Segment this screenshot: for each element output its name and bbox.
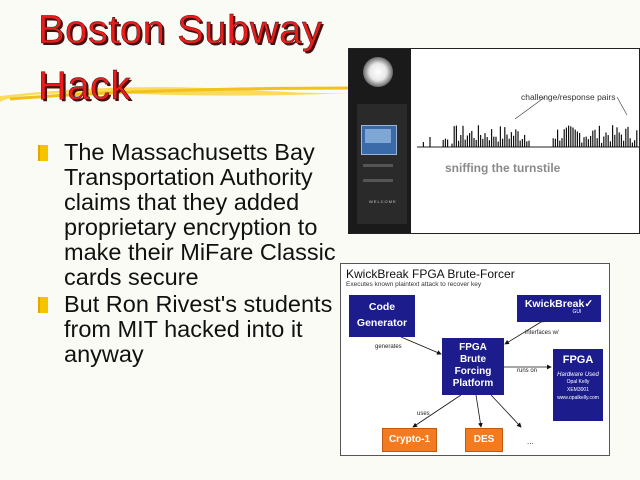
fpga-hardware-box: FPGA Hardware Used Opal Kelly XEM3001 www.opalkelly.com — [553, 349, 603, 421]
bullet-text: But Ron Rivest's students from MIT hacked into it anyway — [64, 291, 333, 367]
bullet-marker-icon — [38, 145, 48, 161]
kwickbreak-gui-box: KwickBreak✓ GUI — [517, 295, 601, 322]
slide-title-line2: Hack — [38, 64, 132, 108]
turnstile-image — [349, 49, 411, 234]
bullet-text: The Massachusetts Bay Transportation Authority claims that they added proprietary encryption to make their MiFare Classic cards secure — [64, 139, 336, 290]
crypto1-box: Crypto-1 — [382, 428, 437, 452]
label-ellipsis: ... — [527, 437, 534, 446]
label-uses: uses — [417, 411, 430, 417]
annotation-label: challenge/response pairs — [521, 92, 616, 102]
bullet-item — [36, 140, 336, 290]
code-generator-box: Code Generator — [349, 295, 415, 337]
photo-caption: sniffing the turnstile — [445, 161, 561, 175]
fpga-brute-forcing-platform-box: FPGA Brute Forcing Platform — [442, 338, 504, 395]
des-box: DES — [465, 428, 503, 452]
turnstile-light — [363, 57, 393, 87]
label-generates: generates — [375, 344, 402, 350]
diagram-title: KwickBreak FPGA Brute-Forcer — [346, 267, 515, 281]
kwickbreak-diagram — [340, 263, 610, 456]
bullet-item — [36, 292, 336, 367]
label-runs-on: runs on — [517, 368, 538, 374]
bullet-marker-icon — [38, 297, 48, 313]
label-interfaces: interfaces w/ — [525, 330, 559, 336]
welcome-label: WELCOME — [369, 199, 397, 204]
diagram-subtitle: Executes known plaintext attack to recover key — [346, 281, 482, 288]
bullet-list — [36, 140, 336, 369]
turnstile-photo — [348, 48, 640, 234]
checkmark-icon: ✓ — [584, 298, 594, 310]
slide-title-line1: Boston Subway — [38, 8, 323, 52]
